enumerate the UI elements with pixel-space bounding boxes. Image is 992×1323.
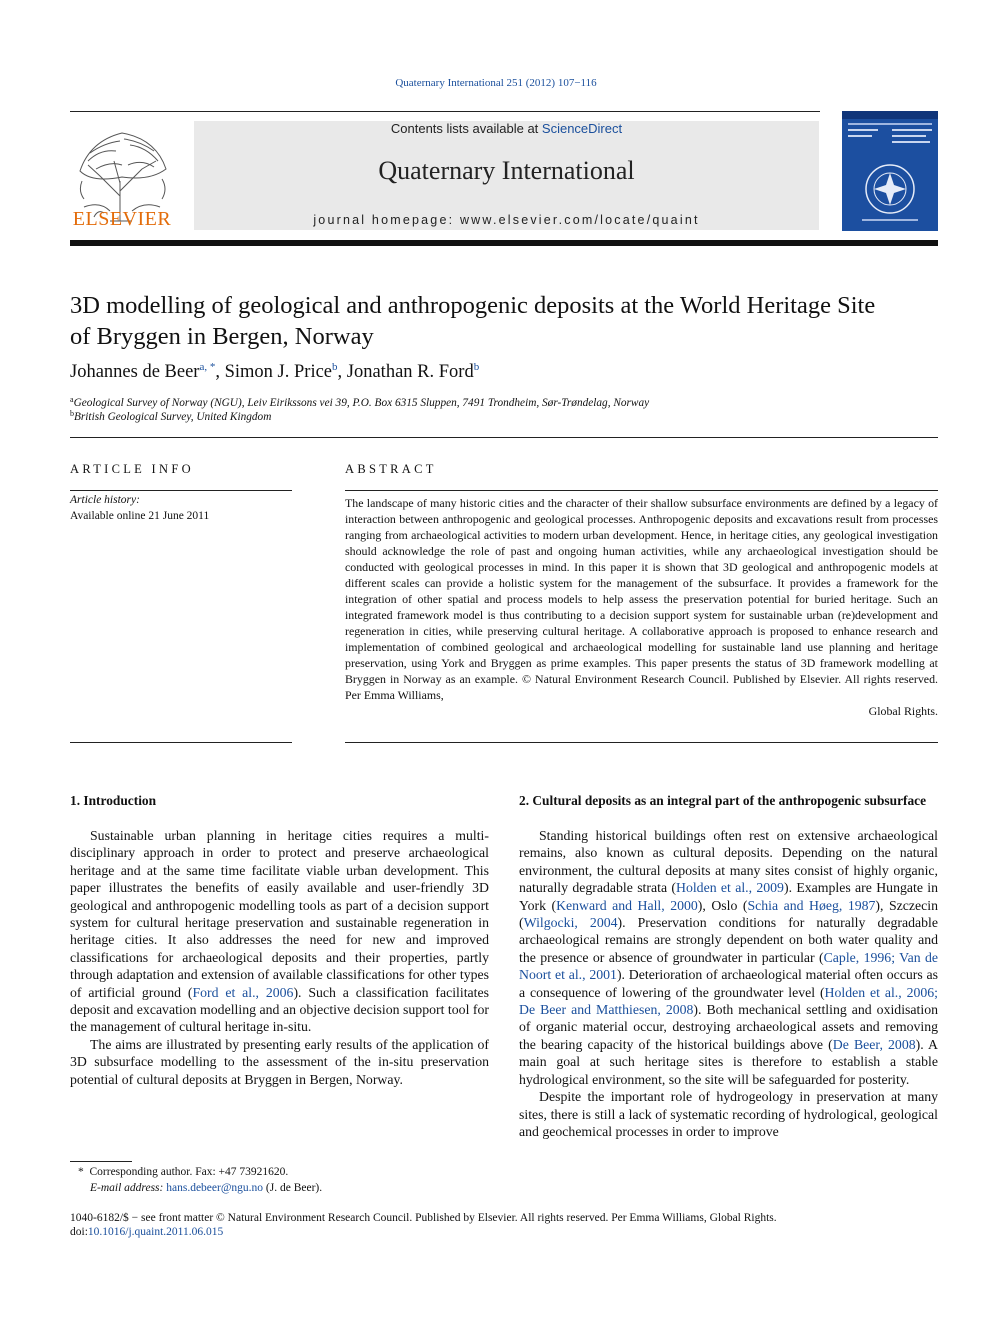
abstract-bottom-rule [345, 742, 938, 743]
cultural-deposits-paragraph-1 [519, 827, 938, 1088]
journal-homepage[interactable]: journal homepage: www.elsevier.com/locate/quaint [313, 213, 700, 227]
email-suffix: (J. de Beer). [263, 1182, 323, 1194]
introduction-section [70, 792, 489, 1088]
text-run: ). Both mechanical settling and oxidisation of organic material occur, destroying archaeological assets and removing the bearing capacity of the historical buildings above ( [519, 1002, 938, 1052]
sciencedirect-link[interactable]: ScienceDirect [541, 121, 623, 136]
author-name[interactable]: Johannes de Beer [70, 362, 200, 382]
elsevier-wordmark: ELSEVIER [72, 208, 172, 230]
text-run: ). Deterioration of archaeological material often occurs as a consequence of lowering of the groundwater level ( [519, 967, 938, 1000]
abstract-body [345, 495, 938, 719]
abstract-text: The landscape of many historic cities and the character of their shallow subsurface environments are defined by a legacy of interaction between anthropogenic and geological processes. Anthropogenic deposits and excavations result from processes ranging from archaeological activities to modern urban development. Hence, in heritage cities, any geological investigation should acknowledge the role of past and ongoing human activities, while any archaeological investigation should be conducted with geological processes in mind. In this paper it is shown that 3D geological and anthropogenic models at different scales can provide a holistic system for the management of the subsurface. It provides a framework for the integration of other spatial and process models to help assess the preservation potential for buried heritage. Such an integrated framework model is thus contributing to a decision support system for sustainable urban (re)development and regeneration in cities, while preserving cultural heritage. A collaborative approach is proposed to enhance research and implementation of combined geological and archaeological modelling for sustainable land use planning and heritage preservation, using York and Bryggen as prime examples. This paper presents the status of 3D framework modelling at Bryggen in Norway as an example. © Natural Environment Research Council. Published by Elsevier. All rights reserved. Per Emma Williams, [345, 496, 938, 702]
journal-name: Quaternary International [378, 156, 635, 185]
citation-link[interactable]: Holden et al., 2006; De Beer and Matthiesen, 2008 [519, 984, 938, 1018]
citation-link[interactable]: De Beer, 2008 [832, 1036, 916, 1052]
article-history-value: Available online 21 June 2011 [70, 510, 210, 522]
issn-line: 1040-6182/$ − see front matter © Natural Environment Research Council. Published by Elsevier. All rights reserved. Per Emma Williams, Global Rights. [70, 1212, 777, 1224]
citation-link[interactable]: Schia and Høeg, 1987 [747, 897, 876, 913]
affiliation-b [70, 409, 271, 423]
affiliation-a [70, 395, 649, 409]
corresponding-author-note [78, 1166, 288, 1178]
section-heading-introduction: 1. Introduction [70, 793, 157, 808]
email-link[interactable]: hans.debeer@ngu.no [166, 1182, 264, 1194]
citation-link[interactable]: Caple, 1996; Van de Noort et al., 2001 [519, 949, 938, 983]
doi-link[interactable]: 10.1016/j.quaint.2011.06.015 [87, 1226, 224, 1238]
affiliation-text: British Geological Survey, United Kingdom [74, 411, 272, 423]
introduction-paragraph-2: The aims are illustrated by presenting early results of the application of 3D subsurface modelling to the assessment of the in-situ preservation potential of cultural deposits at Bryggen in Bergen, Norway. [70, 1036, 489, 1087]
author-affiliation-marker[interactable]: b [332, 361, 338, 373]
author-name[interactable]: Jonathan R. Ford [346, 362, 474, 382]
author-separator: , [337, 362, 347, 382]
citation-link[interactable]: Ford et al., 2006 [192, 984, 294, 1000]
text-run: ). Preservation conditions for naturally degradable archaeological remains are strongly dependent on both water quality and the presence or absence of groundwater in particular ( [519, 915, 938, 965]
journal-citation[interactable]: Quaternary International 251 (2012) 107−116 [395, 77, 597, 89]
affiliation-text: Geological Survey of Norway (NGU), Leiv Eirikssons vei 39, P.O. Box 6315 Sluppen, 7491 Trondheim, Sør-Trøndelag, Norway [73, 397, 650, 409]
footnote-rule [70, 1161, 132, 1162]
author-affiliation-marker[interactable]: a, * [199, 361, 216, 373]
text-run: ), Szczecin ( [519, 897, 938, 931]
masthead-divider [70, 240, 938, 246]
contents-prefix: Contents lists available at [390, 121, 542, 136]
citation-link[interactable]: Wilgocki, 2004 [523, 915, 618, 931]
affiliation-divider [70, 437, 938, 438]
author-affiliation-marker[interactable]: b [473, 361, 480, 373]
doi-label: doi: [70, 1226, 88, 1238]
abstract-rule [345, 490, 938, 491]
text-run: Standing historical buildings often rest on extensive archaeological remains, also known as cultural deposits. Depending on the natural environment, the cultural deposits at many sites consist of highly organic, naturally degradable strata ( [519, 828, 938, 896]
doi-line [70, 1226, 223, 1238]
author-name[interactable]: Simon J. Price [224, 362, 333, 382]
cultural-deposits-paragraph-2: Despite the important role of hydrogeology in preservation at many sites, there is still a lack of systematic recording of hydrological, geological and geochemical processes in order to improve [519, 1089, 938, 1139]
abstract-rights-line: Global Rights. [868, 704, 938, 718]
article-title [70, 290, 940, 352]
text-run: ). Examples are Hungate in York ( [519, 880, 939, 913]
introduction-paragraph-1 [70, 827, 489, 1036]
abstract-heading: ABSTRACT [345, 462, 437, 476]
email-label: E-mail address: [90, 1182, 164, 1194]
journal-cover-thumbnail[interactable] [842, 111, 938, 231]
affiliation-marker: b [70, 409, 74, 418]
email-note [90, 1182, 322, 1194]
citation-link[interactable]: Holden et al., 2009 [675, 880, 784, 896]
text-run: ). A main goal at such heritage sites is therefore to establish a stable hydrological environment, so the site will be safeguarded for posterity. [519, 1036, 938, 1087]
cultural-deposits-section [519, 792, 938, 1140]
author-separator: , [215, 362, 225, 382]
affiliation-marker: a [70, 395, 74, 404]
author-list [70, 361, 940, 383]
text-run: Sustainable urban planning in heritage cities requires a multi-disciplinary approach in order to protect and preserve archaeological heritage and at the same time facilitate viable urban development. This paper illustrates the benefits of easily available and user-friendly 3D geological and anthropogenic modelling tools as part of a decision support system for cultural heritage preservation and sustainable regeneration in heritage cities. It also addresses the need for new and improved classifications for archaeological deposits and their properties, partly through adaptation and extension of available classifications for other types of artificial ground ( [70, 828, 489, 1000]
text-run: ). Such a classification facilitates deposit and excavation modelling and an objective decision support tool for the management of cultural heritage in-situ. [70, 984, 489, 1035]
article-title-line-1: 3D modelling of geological and anthropogenic deposits at the World Heritage Site [70, 292, 876, 319]
article-title-line-2: of Bryggen in Bergen, Norway [70, 323, 374, 350]
citation-link[interactable]: Kenward and Hall, 2000 [556, 897, 698, 913]
article-history-label: Article history: [70, 494, 140, 506]
article-info-bottom-rule [70, 742, 292, 743]
contents-availability [194, 121, 819, 136]
header-rule [70, 111, 820, 112]
text-run: ), Oslo ( [697, 897, 748, 913]
footnote-marker: * [78, 1166, 84, 1178]
article-info-rule [70, 490, 292, 491]
footnote-text: Corresponding author. Fax: +47 73921620. [89, 1166, 289, 1178]
section-heading-cultural-deposits: 2. Cultural deposits as an integral part of the anthropogenic subsurface [519, 793, 927, 808]
article-info-heading: ARTICLE INFO [70, 462, 194, 476]
